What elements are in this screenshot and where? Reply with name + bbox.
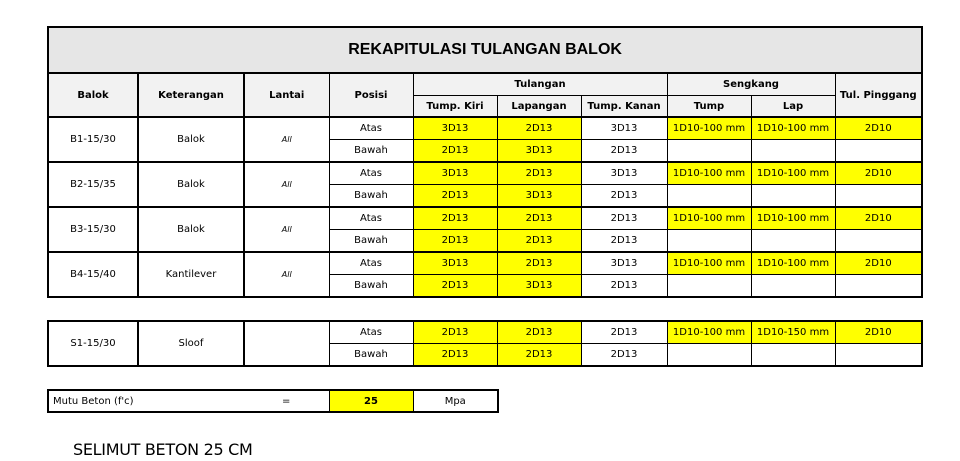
cell-balok: B1-15/30: [48, 117, 138, 162]
header-lantai: Lantai: [244, 73, 329, 117]
cell-posisi: Bawah: [329, 275, 413, 298]
cell-lapangan: 2D13: [497, 162, 581, 185]
header-tump-kiri: Tump. Kiri: [413, 96, 497, 118]
cell-posisi: Bawah: [329, 140, 413, 163]
header-balok: Balok: [48, 73, 138, 117]
cell-lapangan: 3D13: [497, 185, 581, 208]
cell-lapangan: 3D13: [497, 140, 581, 163]
header-posisi: Posisi: [329, 73, 413, 117]
cell-tul-pinggang: 2D10: [835, 117, 922, 140]
cell-empty: [835, 344, 922, 367]
cell-lantai: All: [244, 162, 329, 207]
cell-lapangan: 2D13: [497, 252, 581, 275]
table-row: [48, 252, 922, 275]
cell-empty: [835, 275, 922, 298]
cell-sengkang-tump: 1D10-100 mm: [667, 321, 751, 344]
table-title: REKAPITULASI TULANGAN BALOK: [48, 27, 922, 73]
cell-tump-kiri: 2D13: [413, 140, 497, 163]
cell-empty: [751, 140, 835, 163]
cell-tump-kiri: 3D13: [413, 162, 497, 185]
cell-tump-kiri: 2D13: [413, 275, 497, 298]
cell-lapangan: 3D13: [497, 275, 581, 298]
cell-balok: B4-15/40: [48, 252, 138, 297]
cell-posisi: Atas: [329, 321, 413, 344]
cell-tul-pinggang: 2D10: [835, 207, 922, 230]
cell-empty: [835, 140, 922, 163]
cell-sengkang-tump: 1D10-100 mm: [667, 252, 751, 275]
cell-posisi: Atas: [329, 117, 413, 140]
cell-keterangan: Balok: [138, 207, 244, 252]
cell-empty: [751, 275, 835, 298]
cell-tump-kanan: 3D13: [581, 117, 667, 140]
header-lap: Lap: [751, 96, 835, 118]
cell-balok: B3-15/30: [48, 207, 138, 252]
cell-tul-pinggang: 2D10: [835, 321, 922, 344]
cell-empty: [667, 344, 751, 367]
header-lapangan: Lapangan: [497, 96, 581, 118]
cell-keterangan: Sloof: [138, 321, 244, 366]
table-row: [48, 207, 922, 230]
cell-empty: [835, 230, 922, 253]
cell-lantai: All: [244, 252, 329, 297]
cell-empty: [835, 185, 922, 208]
header-tump: Tump: [667, 96, 751, 118]
cell-tump-kiri: 2D13: [413, 207, 497, 230]
cell-empty: [751, 344, 835, 367]
cell-tump-kiri: 3D13: [413, 252, 497, 275]
cell-empty: [667, 275, 751, 298]
cell-empty: [751, 230, 835, 253]
header-tump-kanan: Tump. Kanan: [581, 96, 667, 118]
table-row: [48, 321, 922, 344]
cell-posisi: Atas: [329, 162, 413, 185]
cell-posisi: Bawah: [329, 185, 413, 208]
cell-keterangan: Balok: [138, 117, 244, 162]
cell-tump-kiri: 2D13: [413, 321, 497, 344]
cell-lapangan: 2D13: [497, 344, 581, 367]
mutu-beton-table: [47, 389, 499, 413]
header-tul-pinggang: Tul. Pinggang: [835, 73, 922, 117]
cell-tump-kiri: 2D13: [413, 230, 497, 253]
cell-sengkang-tump: 1D10-100 mm: [667, 207, 751, 230]
mutu-beton-unit: Mpa: [413, 390, 498, 412]
cell-posisi: Bawah: [329, 230, 413, 253]
cell-sengkang-lap: 1D10-100 mm: [751, 117, 835, 140]
cell-sengkang-tump: 1D10-100 mm: [667, 162, 751, 185]
cell-posisi: Bawah: [329, 344, 413, 367]
cell-tump-kanan: 2D13: [581, 344, 667, 367]
cell-lapangan: 2D13: [497, 230, 581, 253]
cell-tump-kiri: 3D13: [413, 117, 497, 140]
cell-tump-kiri: 2D13: [413, 185, 497, 208]
cell-tump-kanan: 2D13: [581, 207, 667, 230]
cell-tump-kanan: 2D13: [581, 230, 667, 253]
cell-sengkang-lap: 1D10-100 mm: [751, 252, 835, 275]
cell-balok: B2-15/35: [48, 162, 138, 207]
cell-empty: [751, 185, 835, 208]
cell-sengkang-lap: 1D10-100 mm: [751, 162, 835, 185]
cell-tul-pinggang: 2D10: [835, 252, 922, 275]
cell-lantai: All: [244, 207, 329, 252]
cell-tump-kanan: 2D13: [581, 321, 667, 344]
mutu-beton-value: 25: [329, 390, 413, 412]
cell-sengkang-lap: 1D10-150 mm: [751, 321, 835, 344]
cell-lapangan: 2D13: [497, 321, 581, 344]
cell-sengkang-lap: 1D10-100 mm: [751, 207, 835, 230]
cell-tump-kanan: 3D13: [581, 162, 667, 185]
sloof-table: [47, 320, 923, 367]
cell-tump-kanan: 2D13: [581, 185, 667, 208]
header-sengkang: Sengkang: [667, 73, 835, 96]
header-keterangan: Keterangan: [138, 73, 244, 117]
table-row: [48, 117, 922, 140]
cell-empty: [667, 140, 751, 163]
header-tulangan: Tulangan: [413, 73, 667, 96]
cell-tump-kanan: 2D13: [581, 275, 667, 298]
cell-tump-kanan: 3D13: [581, 252, 667, 275]
cell-lapangan: 2D13: [497, 117, 581, 140]
table-row: [48, 162, 922, 185]
cell-empty: [667, 185, 751, 208]
cell-keterangan: Balok: [138, 162, 244, 207]
cell-balok: S1-15/30: [48, 321, 138, 366]
mutu-beton-equals: =: [244, 390, 329, 412]
mutu-beton-label: Mutu Beton (f'c): [48, 390, 244, 412]
cell-lapangan: 2D13: [497, 207, 581, 230]
cell-posisi: Atas: [329, 207, 413, 230]
selimut-beton-note: SELIMUT BETON 25 CM: [73, 440, 253, 459]
cell-tump-kanan: 2D13: [581, 140, 667, 163]
cell-lantai: All: [244, 117, 329, 162]
cell-tump-kiri: 2D13: [413, 344, 497, 367]
rekap-table: [47, 26, 923, 298]
cell-lantai: [244, 321, 329, 366]
cell-keterangan: Kantilever: [138, 252, 244, 297]
cell-posisi: Atas: [329, 252, 413, 275]
cell-sengkang-tump: 1D10-100 mm: [667, 117, 751, 140]
cell-empty: [667, 230, 751, 253]
cell-tul-pinggang: 2D10: [835, 162, 922, 185]
